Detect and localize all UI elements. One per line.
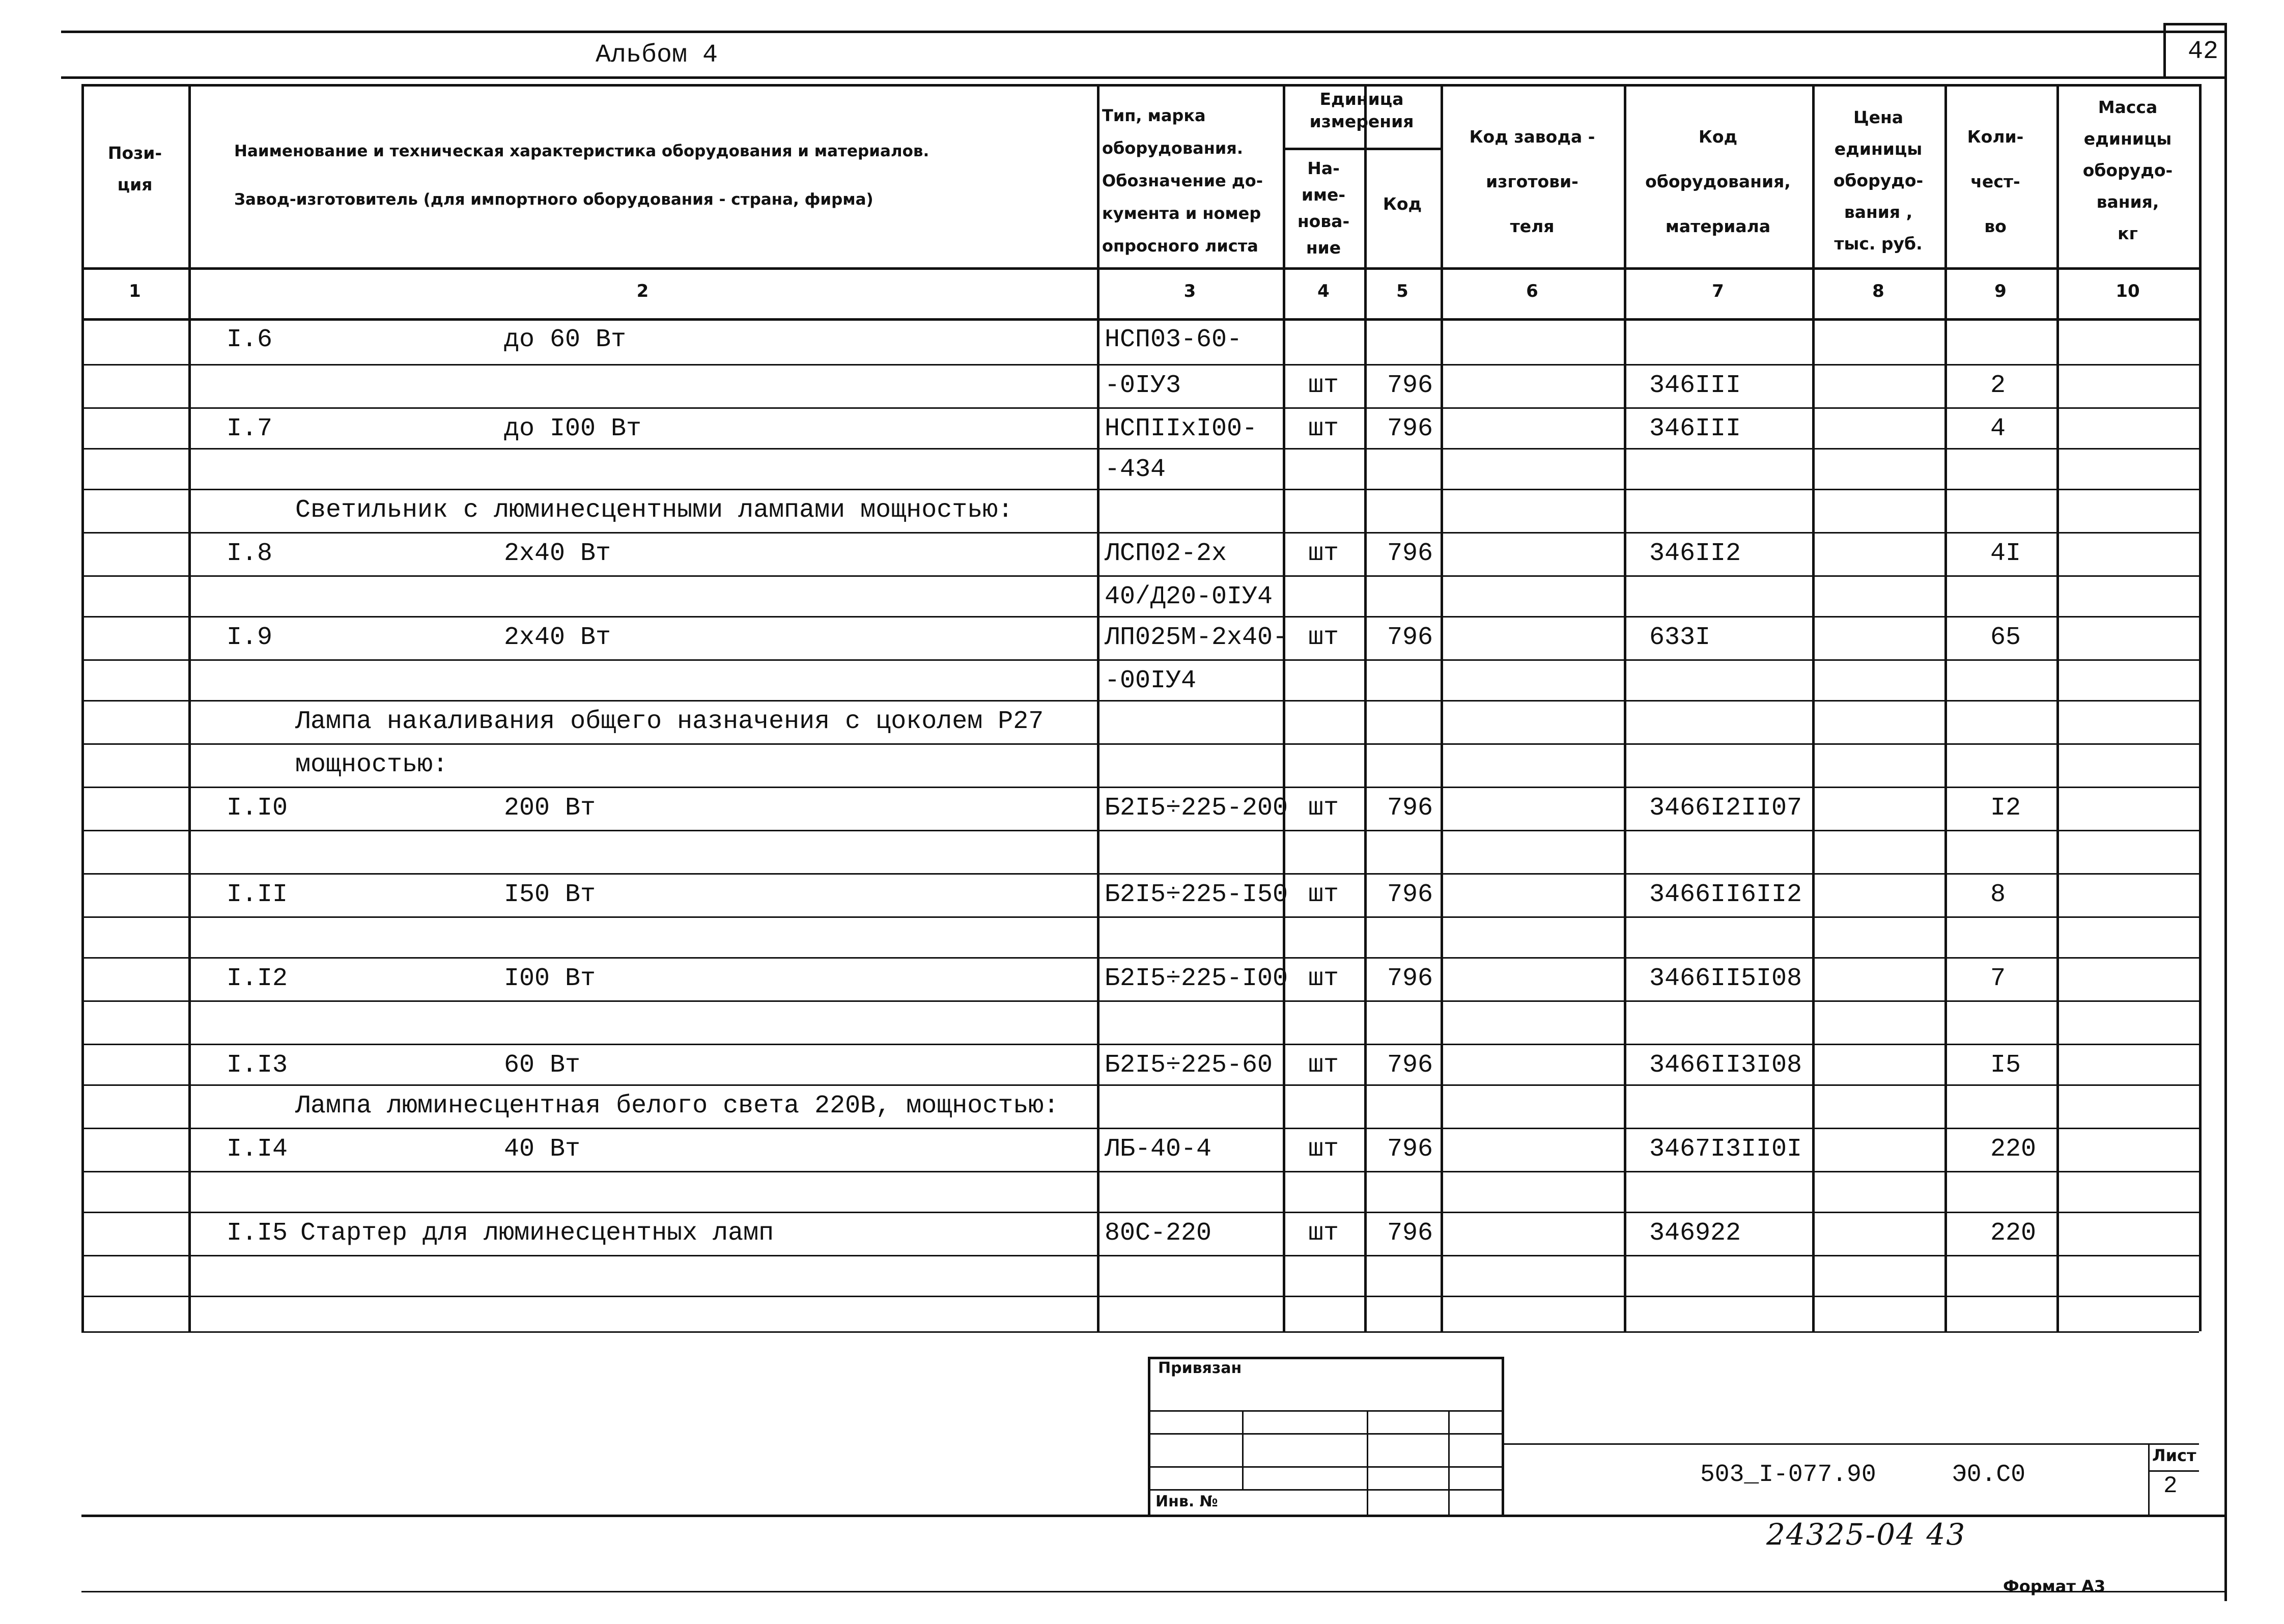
stamp-col-1: [1242, 1410, 1244, 1489]
row-material-code: 3466II3I08: [1649, 1051, 1802, 1080]
row-type: Б2I5÷225-I50: [1105, 880, 1288, 909]
row-quantity: 4I: [1990, 539, 2021, 568]
header-mass: [2056, 92, 2199, 249]
handwritten-number: 24325-04 43: [1766, 1517, 1966, 1552]
row-quantity: 7: [1990, 964, 2006, 993]
header-mass-line5: кг: [2118, 223, 2138, 243]
row-type: 80С-220: [1105, 1219, 1212, 1248]
row-divider: [81, 659, 2199, 661]
header-quantity-line3: во: [1984, 216, 2007, 236]
row-type: -00IУ4: [1105, 666, 1197, 695]
table-right: [2199, 84, 2202, 1331]
stamp-row-2: [1148, 1433, 1504, 1435]
row-position: I.8: [227, 539, 273, 568]
row-position: I.7: [227, 414, 273, 443]
row-divider: [81, 787, 2199, 788]
header-material-line3: материала: [1665, 216, 1771, 236]
header-name: [234, 127, 929, 224]
column-line-4: [1364, 84, 1367, 1331]
header-material-code: [1624, 115, 1812, 249]
header-unit-line2: измерения: [1309, 111, 1414, 131]
column-number-8: 8: [1872, 281, 1884, 301]
row-unit-code: 796: [1387, 880, 1433, 909]
row-unit-name: шт: [1308, 794, 1339, 823]
header-name-line1: Наименование и техническая характеристика оборудования и материалов.: [234, 142, 929, 160]
header-bottom: [81, 267, 2199, 270]
column-line-8: [1944, 84, 1947, 1331]
header-factory-line1: Код завода -: [1469, 127, 1595, 147]
header-price-line1: Цена: [1853, 107, 1904, 127]
row-type: 40/Д20-0IУ4: [1105, 582, 1273, 611]
column-line-2: [1097, 84, 1099, 1331]
header-type: [1102, 99, 1278, 262]
header-position: [87, 137, 183, 201]
row-divider: [81, 532, 2199, 534]
row-divider: [81, 1128, 2199, 1129]
row-material-code: 346III: [1649, 371, 1741, 400]
row-divider: [81, 616, 2199, 618]
header-type-line1: Тип, марка: [1102, 106, 1206, 125]
row-material-code: 3466I2II07: [1649, 794, 1802, 823]
row-position: I.II: [227, 880, 288, 909]
row-position: I.I0: [227, 794, 288, 823]
header-material-line1: Код: [1698, 127, 1738, 147]
header-price-line5: тыс. руб.: [1834, 234, 1923, 254]
stamp-row-3: [1148, 1466, 1504, 1468]
row-quantity: 2: [1990, 371, 2006, 400]
row-position: I.I2: [227, 964, 288, 993]
row-type: Б2I5÷225-I00: [1105, 964, 1288, 993]
row-unit-name: шт: [1308, 414, 1339, 443]
row-name: I00 Вт: [504, 964, 596, 993]
section-heading: Светильник с люминесцентными лампами мощностью:: [295, 496, 1013, 525]
header-mass-line1: Масса: [2098, 97, 2158, 117]
header-mass-line3: оборудо-: [2082, 160, 2173, 180]
table-top: [81, 84, 2199, 87]
header-position-line2: ция: [117, 175, 153, 194]
row-name: 2х40 Вт: [504, 539, 611, 568]
row-unit-code: 796: [1387, 623, 1433, 652]
row-quantity: 8: [1990, 880, 2006, 909]
column-number-6: 6: [1526, 281, 1538, 301]
sheet-box-left: [2148, 1443, 2150, 1515]
row-divider: [81, 1296, 2199, 1297]
header-price-line2: единицы: [1834, 139, 1923, 159]
column-number-4: 4: [1317, 281, 1330, 301]
column-number-9: 9: [1994, 281, 2007, 301]
row-material-code: 3466II6II2: [1649, 880, 1802, 909]
page-number-box-left: [2163, 23, 2166, 76]
row-unit-name: шт: [1308, 371, 1339, 400]
row-type: НСП03-60-: [1105, 325, 1243, 354]
column-line-6: [1624, 84, 1626, 1331]
page-number-box-top: [2163, 23, 2224, 25]
row-name: до I00 Вт: [504, 414, 642, 443]
row-name: 40 Вт: [504, 1135, 581, 1164]
column-number-2: 2: [636, 281, 649, 301]
section-heading: Лампа накаливания общего назначения с цоколем Р27: [295, 707, 1044, 736]
row-divider: [81, 575, 2199, 577]
header-type-line3: Обозначение до-: [1102, 171, 1263, 190]
row-material-code: 3467I3II0I: [1649, 1135, 1802, 1164]
row-type: ЛБ-40-4: [1105, 1135, 1212, 1164]
row-material-code: 3466II5I08: [1649, 964, 1802, 993]
row-unit-code: 796: [1387, 539, 1433, 568]
row-material-code: 633I: [1649, 623, 1711, 652]
row-name: Стартер для люминесцентных ламп: [300, 1219, 774, 1248]
row-type: НСПIIхI00-: [1105, 414, 1258, 443]
column-line-9: [2056, 84, 2059, 1331]
row-divider: [81, 830, 2199, 831]
row-divider: [81, 364, 2199, 366]
row-unit-code: 796: [1387, 371, 1433, 400]
row-name: до 60 Вт: [504, 325, 627, 354]
header-factory-line3: теля: [1510, 216, 1555, 236]
row-unit-code: 796: [1387, 964, 1433, 993]
column-number-10: 10: [2116, 281, 2140, 301]
top-rule: [61, 31, 2224, 33]
row-position: I.I3: [227, 1051, 288, 1080]
row-quantity: 220: [1990, 1135, 2037, 1164]
row-unit-code: 796: [1387, 1135, 1433, 1164]
album-title: Альбом 4: [596, 41, 718, 70]
row-type: ЛСП02-2х: [1105, 539, 1227, 568]
header-quantity: [1944, 115, 2046, 249]
row-name: I50 Вт: [504, 880, 596, 909]
row-unit-name: шт: [1308, 1051, 1339, 1080]
header-unit-name: [1283, 155, 1364, 261]
row-position: I.I4: [227, 1135, 288, 1164]
section-heading: мощностью:: [295, 750, 448, 779]
header-quantity-line2: чест-: [1970, 172, 2020, 191]
row-unit-code: 796: [1387, 794, 1433, 823]
row-divider: [81, 1255, 2199, 1256]
row-quantity: 4: [1990, 414, 2006, 443]
row-divider: [81, 1171, 2199, 1172]
row-quantity: I5: [1990, 1051, 2021, 1080]
row-type: ЛП025М-2х40-: [1105, 623, 1288, 652]
column-line-1: [188, 84, 191, 1331]
row-divider: [81, 1212, 2199, 1213]
header-factory-line2: изготови-: [1486, 172, 1578, 191]
header-factory-code: [1441, 115, 1624, 249]
header-unit-name-line3: нова-: [1297, 211, 1350, 231]
header-price-line3: оборудо-: [1833, 171, 1924, 190]
header-unit-name-line4: ние: [1306, 238, 1341, 258]
row-divider: [81, 489, 2199, 490]
row-divider: [81, 700, 2199, 702]
row-name: 2х40 Вт: [504, 623, 611, 652]
row-type: -0IУ3: [1105, 371, 1181, 400]
row-divider: [81, 1084, 2199, 1086]
row-divider: [81, 1044, 2199, 1045]
column-number-1: 1: [129, 281, 141, 301]
header-unit-code: Код: [1383, 194, 1422, 214]
column-line-7: [1812, 84, 1815, 1331]
document-code: 503_I-077.90: [1700, 1461, 1876, 1489]
row-material-code: 346III: [1649, 414, 1741, 443]
row-unit-code: 796: [1387, 414, 1433, 443]
stamp-row-1: [1148, 1410, 1504, 1412]
header-unit-group: [1283, 84, 1441, 133]
stamp-bound-label: Привязан: [1158, 1359, 1242, 1377]
row-unit-name: шт: [1308, 539, 1339, 568]
row-divider: [81, 957, 2199, 959]
row-unit-name: шт: [1308, 964, 1339, 993]
row-quantity: 220: [1990, 1219, 2037, 1248]
column-line-5: [1441, 84, 1443, 1331]
header-price: [1812, 102, 1944, 260]
stamp-box-right: [1502, 1357, 1504, 1515]
top-rule-2: [61, 76, 2224, 79]
row-unit-code: 796: [1387, 1219, 1433, 1248]
code-box-top: [1502, 1443, 2199, 1445]
row-position: I.6: [227, 325, 273, 354]
header-unit-line1: Единица: [1319, 89, 1404, 109]
stamp-inventory-label: Инв. №: [1155, 1493, 1218, 1510]
column-number-7: 7: [1712, 281, 1724, 301]
row-divider: [81, 916, 2199, 918]
sheet-label: Лист: [2152, 1446, 2196, 1465]
row-divider: [81, 407, 2199, 409]
row-unit-name: шт: [1308, 880, 1339, 909]
column-number-5: 5: [1396, 281, 1408, 301]
header-mass-line2: единицы: [2083, 129, 2172, 149]
table-left: [81, 84, 84, 1331]
row-unit-name: шт: [1308, 1219, 1339, 1248]
row-position: I.I5: [227, 1219, 288, 1248]
row-unit-code: 796: [1387, 1051, 1433, 1080]
header-material-line2: оборудования,: [1645, 172, 1791, 191]
header-quantity-line1: Коли-: [1967, 127, 2024, 147]
header-unit-name-line1: На-: [1307, 158, 1340, 178]
stamp-box-left: [1148, 1357, 1150, 1515]
numbers-bottom: [81, 318, 2199, 321]
row-material-code: 346II2: [1649, 539, 1741, 568]
document-suffix: Э0.С0: [1952, 1461, 2026, 1489]
header-type-line2: оборудования.: [1102, 138, 1243, 158]
row-divider: [81, 873, 2199, 875]
right-border: [2224, 23, 2227, 1601]
row-divider: [81, 1331, 2199, 1333]
stamp-row-4: [1148, 1489, 1504, 1491]
row-unit-name: шт: [1308, 623, 1339, 652]
page-number: 42: [2188, 37, 2219, 66]
section-heading: Лампа люминесцентная белого света 220В, мощностью:: [295, 1091, 1059, 1121]
unit-group-divider: [1283, 148, 1441, 150]
row-quantity: 65: [1990, 623, 2021, 652]
page-bottom-rule: [81, 1591, 2224, 1592]
stamp-col-3: [1448, 1410, 1450, 1515]
row-type: -434: [1105, 455, 1166, 484]
row-name: 200 Вт: [504, 794, 596, 823]
header-position-line1: Пози-: [107, 143, 162, 163]
header-type-line5: опросного листа: [1102, 236, 1258, 256]
header-type-line4: кумента и номер: [1102, 204, 1261, 223]
format-label: Формат А3: [2003, 1577, 2106, 1596]
sheet-box-divider: [2148, 1470, 2199, 1472]
row-type: Б2I5÷225-200: [1105, 794, 1288, 823]
stamp-col-2: [1367, 1410, 1368, 1515]
header-unit-name-line2: име-: [1301, 185, 1346, 205]
header-name-line2: Завод-изготовитель (для импортного оборудования - страна, фирма): [234, 190, 873, 209]
sheet-number: 2: [2163, 1473, 2178, 1499]
row-name: 60 Вт: [504, 1051, 581, 1080]
row-type: Б2I5÷225-60: [1105, 1051, 1273, 1080]
row-divider: [81, 448, 2199, 450]
row-quantity: I2: [1990, 794, 2021, 823]
row-unit-name: шт: [1308, 1135, 1339, 1164]
row-divider: [81, 1000, 2199, 1002]
row-position: I.9: [227, 623, 273, 652]
header-price-line4: вания ,: [1844, 202, 1913, 222]
row-material-code: 346922: [1649, 1219, 1741, 1248]
header-mass-line4: вания,: [2096, 192, 2159, 212]
column-number-3: 3: [1183, 281, 1196, 301]
row-divider: [81, 743, 2199, 745]
